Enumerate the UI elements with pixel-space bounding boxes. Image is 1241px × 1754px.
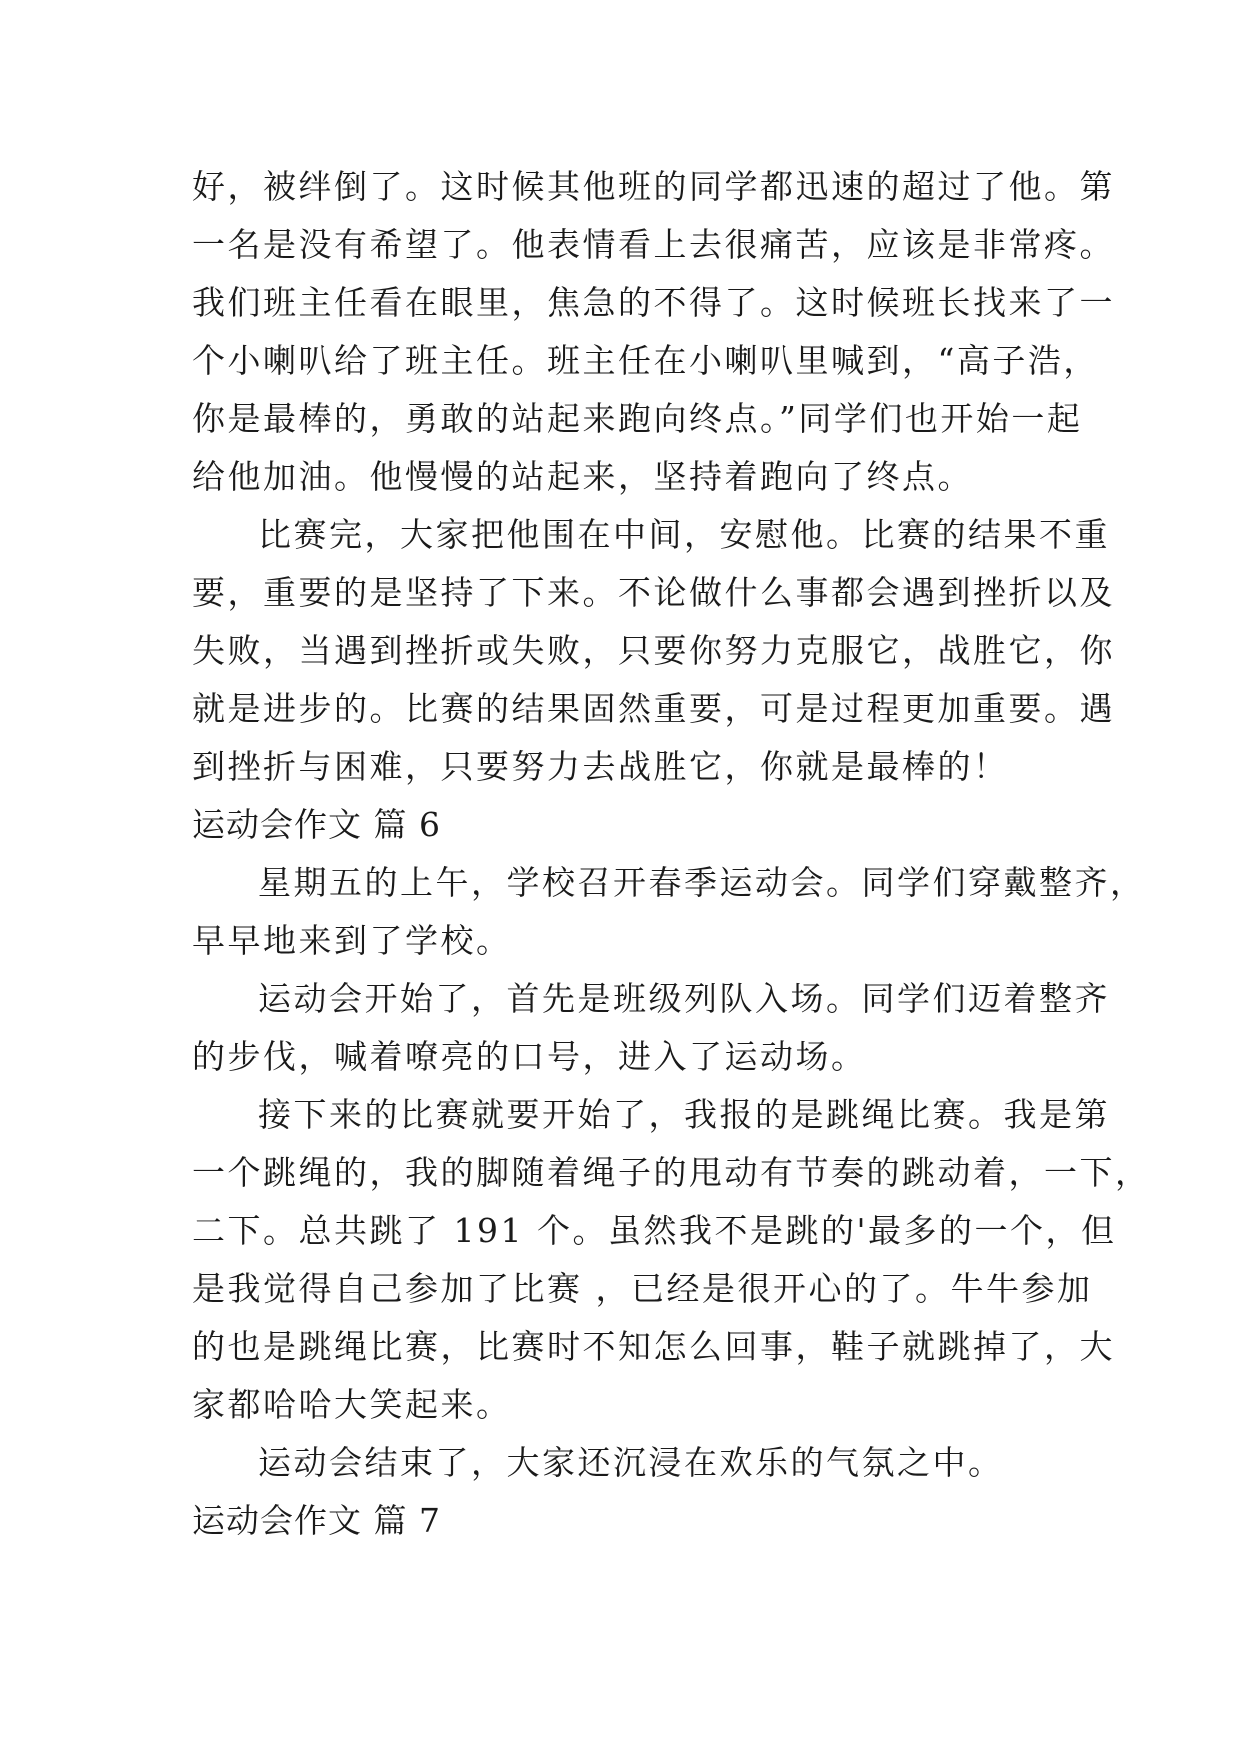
text-line: 我们班主任看在眼里，焦急的不得了。这时候班长找来了一 — [192, 283, 1115, 322]
paragraph-start-line: 运动会结束了，大家还沉浸在欢乐的气氛之中。 — [258, 1443, 1004, 1482]
text-line: 到挫折与困难，只要努力去战胜它，你就是最棒的！ — [192, 747, 1009, 786]
text-line: 一名是没有希望了。他表情看上去很痛苦，应该是非常疼。 — [192, 225, 1115, 264]
document-body — [192, 158, 1151, 1550]
text-line: 给他加油。他慢慢的站起来，坚持着跑向了终点。 — [192, 457, 973, 496]
text-line: 你是最棒的，勇敢的站起来跑向终点。”同学们也开始一起 — [192, 399, 1083, 438]
text-line: 失败，当遇到挫折或失败，只要你努力克服它，战胜它，你 — [192, 631, 1115, 670]
text-line: 要，重要的是坚持了下来。不论做什么事都会遇到挫折以及 — [192, 573, 1115, 612]
text-line: 是我觉得自己参加了比赛 ，已经是很开心的了。牛牛参加 — [192, 1269, 1093, 1308]
text-line: 家都哈哈大笑起来。 — [192, 1385, 512, 1424]
section-heading: 运动会作文 篇 6 — [192, 805, 441, 844]
text-line: 的步伐，喊着嘹亮的口号，进入了运动场。 — [192, 1037, 867, 1076]
text-line: 个小喇叭给了班主任。班主任在小喇叭里喊到，“高子浩， — [192, 341, 1099, 380]
paragraph-start-line: 星期五的上午，学校召开春季运动会。同学们穿戴整齐， — [258, 863, 1146, 902]
text-line: 一个跳绳的，我的脚随着绳子的甩动有节奏的跳动着，一下， — [192, 1153, 1151, 1192]
text-line: 早早地来到了学校。 — [192, 921, 512, 960]
text-line: 就是进步的。比赛的结果固然重要，可是过程更加重要。遇 — [192, 689, 1115, 728]
paragraph-start-line: 运动会开始了，首先是班级列队入场。同学们迈着整齐 — [258, 979, 1110, 1018]
text-line: 的也是跳绳比赛，比赛时不知怎么回事，鞋子就跳掉了，大 — [192, 1327, 1115, 1366]
text-line: 好，被绊倒了。这时候其他班的同学都迅速的超过了他。第 — [192, 167, 1115, 206]
text-line: 二下。总共跳了 191 个。虽然我不是跳的'最多的一个，但 — [192, 1211, 1117, 1250]
section-heading: 运动会作文 篇 7 — [192, 1501, 441, 1540]
paragraph-start-line: 接下来的比赛就要开始了，我报的是跳绳比赛。我是第 — [258, 1095, 1110, 1134]
paragraph-start-line: 比赛完，大家把他围在中间，安慰他。比赛的结果不重 — [258, 515, 1110, 554]
